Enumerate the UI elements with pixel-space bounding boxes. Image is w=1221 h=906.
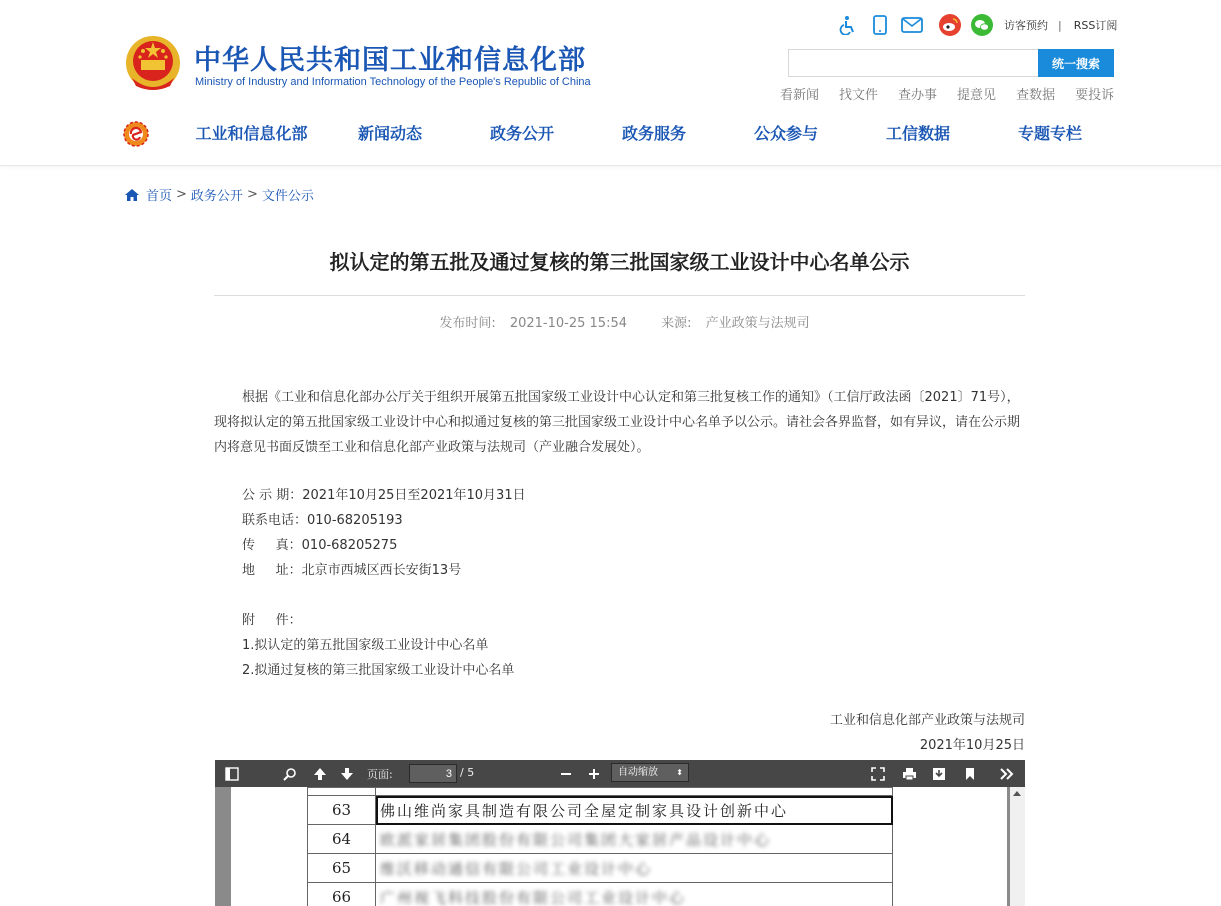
zoom-value: 自动缩放 xyxy=(618,767,658,778)
table-row xyxy=(308,788,893,796)
site-header xyxy=(0,0,1221,166)
download-icon[interactable] xyxy=(928,763,950,785)
quick-link-news[interactable]: 看新闻 xyxy=(780,88,820,103)
attachments xyxy=(242,608,514,683)
next-page-icon[interactable] xyxy=(336,763,358,785)
article-title: 拟认定的第五批及通过复核的第三批国家级工业设计中心名单公示 xyxy=(329,250,910,274)
breadcrumb-home[interactable]: 首页 xyxy=(146,189,173,204)
row-number: 66 xyxy=(308,883,376,906)
more-tools-icon[interactable] xyxy=(996,763,1018,785)
pdf-toolbar xyxy=(215,760,1025,787)
source-value: 产业政策与法规司 xyxy=(705,316,810,331)
pdf-page xyxy=(231,787,1007,906)
top-link-separator: | xyxy=(1058,18,1062,32)
wechat-icon[interactable] xyxy=(970,13,994,37)
breadcrumb xyxy=(124,185,314,204)
table-row xyxy=(308,854,893,883)
nav-item-data[interactable]: 工信数据 xyxy=(885,124,950,143)
attachment-link-1[interactable]: 1.拟认定的第五批国家级工业设计中心名单 xyxy=(242,638,489,653)
article-meta xyxy=(214,312,1025,331)
breadcrumb-separator: > xyxy=(246,187,258,202)
select-arrow-icon: ⬍ xyxy=(676,768,683,777)
previous-page-icon[interactable] xyxy=(309,763,331,785)
pdf-canvas-area[interactable] xyxy=(215,787,1025,906)
sidebar-toggle-icon[interactable] xyxy=(221,763,243,785)
quick-links xyxy=(780,84,1134,103)
bookmark-icon[interactable] xyxy=(959,763,981,785)
page-label: 页面: xyxy=(367,768,393,781)
signature: 工业和信息化部产业政策与法规司 xyxy=(829,713,1025,728)
mobile-icon[interactable] xyxy=(868,13,892,37)
attachment-link-2[interactable]: 2.拟通过复核的第三批国家级工业设计中心名单 xyxy=(242,663,515,678)
national-emblem-icon[interactable] xyxy=(124,34,182,94)
nav-item-ministry[interactable]: 工业和信息化部 xyxy=(195,124,308,143)
pdf-table xyxy=(307,787,893,906)
quick-link-files[interactable]: 找文件 xyxy=(839,88,879,103)
site-subtitle: Ministry of Industry and Information Technology of the People's Republic of China xyxy=(195,76,591,88)
visitor-appointment-link[interactable]: 访客预约 xyxy=(1004,19,1048,32)
quick-link-complaint[interactable]: 要投诉 xyxy=(1075,88,1115,103)
page-number-input[interactable] xyxy=(409,764,457,783)
site-title[interactable]: 中华人民共和国工业和信息化部 xyxy=(194,45,586,76)
article-paragraph: 根据《工业和信息化部办公厅关于组织开展第五批国家级工业设计中心认定和第三批复核工作的通知》（工信厅政法函〔2021〕71号），现将拟认定的第五批国家级工业设计中心和拟通过复核的第三批国家级工业设计中心名单予以公示。请社会各界监督，如有异议，请在公示期内将意见书面反馈至工业和信息化部产业政策与法规司（产业融合发展处）。 xyxy=(214,390,1021,455)
address-line: 地 址：北京市西城区西长安街13号 xyxy=(242,563,462,578)
nav-item-topics[interactable]: 专题专栏 xyxy=(1017,124,1082,143)
phone-line: 联系电话：010-68205193 xyxy=(242,513,403,528)
zoom-out-icon[interactable] xyxy=(555,763,577,785)
row-name-blurred: 广州视飞科技股份有限公司工业设计中心 xyxy=(380,888,687,906)
zoom-in-icon[interactable] xyxy=(583,763,605,785)
contact-info xyxy=(242,483,526,583)
quick-link-feedback[interactable]: 提意见 xyxy=(957,88,997,103)
mail-icon[interactable] xyxy=(900,13,924,37)
row-name-blurred: 维沃移动通信有限公司工业设计中心 xyxy=(380,859,653,878)
table-row xyxy=(308,796,893,825)
breadcrumb-file-notice[interactable]: 文件公示 xyxy=(261,189,314,204)
ministry-logo-icon[interactable] xyxy=(123,121,149,147)
table-row xyxy=(308,825,893,854)
nav-item-gov-affairs[interactable]: 政务公开 xyxy=(489,124,554,143)
search-button[interactable]: 统一搜索 xyxy=(1038,49,1114,77)
main-nav xyxy=(168,116,1128,152)
nav-item-news[interactable]: 新闻动态 xyxy=(357,124,422,143)
row-number: 63 xyxy=(308,796,376,825)
row-name-blurred: 欧派家居集团股份有限公司集团大家居产品设计中心 xyxy=(380,830,772,849)
nav-item-public[interactable]: 公众参与 xyxy=(753,124,818,143)
accessibility-icon[interactable] xyxy=(836,13,860,37)
scroll-up-arrow-icon[interactable] xyxy=(1013,791,1021,796)
quick-link-services[interactable]: 查办事 xyxy=(898,88,938,103)
row-number: 64 xyxy=(308,825,376,854)
nav-item-gov-services[interactable]: 政务服务 xyxy=(621,124,686,143)
search-input[interactable] xyxy=(788,49,1039,77)
source-label: 来源: xyxy=(661,316,692,331)
table-row xyxy=(308,883,893,906)
home-icon[interactable] xyxy=(124,188,140,202)
pdf-scrollbar[interactable] xyxy=(1010,787,1025,906)
publish-time: 2021-10-25 15:54 xyxy=(509,316,627,331)
rss-link[interactable]: RSS订阅 xyxy=(1073,19,1118,32)
zoom-select[interactable] xyxy=(611,763,689,782)
publish-label: 发布时间: xyxy=(439,316,496,331)
fullscreen-icon[interactable] xyxy=(867,763,889,785)
sign-date: 2021年10月25日 xyxy=(919,738,1025,753)
search-icon[interactable] xyxy=(279,763,301,785)
pdf-viewer xyxy=(215,760,1025,906)
breadcrumb-gov-affairs[interactable]: 政务公开 xyxy=(190,189,243,204)
top-utility-bar xyxy=(836,12,1117,38)
print-icon[interactable] xyxy=(898,763,920,785)
attachments-label: 附 件： xyxy=(242,613,302,628)
quick-link-data[interactable]: 查数据 xyxy=(1016,88,1056,103)
notice-period-line: 公 示 期：2021年10月25日至2021年10月31日 xyxy=(242,488,526,503)
weibo-icon[interactable] xyxy=(938,13,962,37)
page-total: / 5 xyxy=(460,766,475,779)
row-name: 佛山维尚家具制造有限公司全屋定制家具设计创新中心 xyxy=(376,796,893,825)
title-divider xyxy=(214,295,1025,296)
fax-line: 传 真：010-68205275 xyxy=(242,538,398,553)
row-number: 65 xyxy=(308,854,376,883)
breadcrumb-separator: > xyxy=(176,187,187,202)
